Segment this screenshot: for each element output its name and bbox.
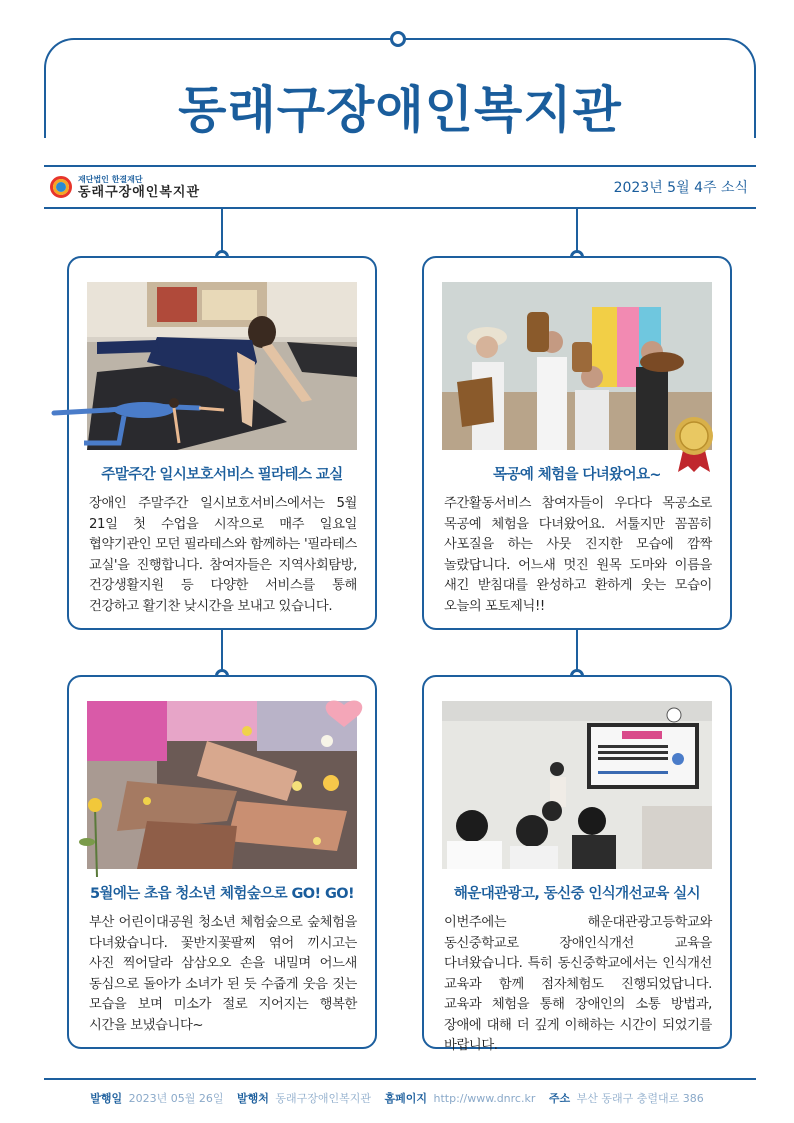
card-title: 해운대관광고, 동신중 인식개선교육 실시 — [453, 886, 701, 902]
flower-decoration-icon — [77, 787, 117, 877]
logo-name: 동래구장애인복지관 — [78, 184, 201, 200]
header-ring-ornament — [390, 31, 406, 47]
footer-homepage-label: 홈페이지 — [384, 1092, 428, 1105]
card-body: 장애인 주말주간 일시보호서비스에서는 5월 21일 첫 수업을 시작으로 매주 일요일 협약기관인 모던 필라테스와 함께하는 '필라테스 교실'을 진행합니다. 참여자들은 지역사회탐방, 건강생활지원 등 다양한 서비스를 통해 건강하고 활기찬 낮시간을 보내고 있습니다. — [89, 496, 357, 614]
footer-publisher-label: 발행처 — [236, 1092, 269, 1105]
footer-address: 부산 동래구 충렬대로 386 — [576, 1092, 704, 1105]
card-body: 이번주에는 해운대관광고등학교와 동신중학교로 장애인식개선 교육을 다녀왔습니다. 특히 동신중학교에서는 인식개선 교육과 함께 점자체험도 진행되었답니다. 교육과 체험을 통해 장애인의 소통 방법과, 장애에 대해 더 깊게 이해하는 시간이 되었기를 바랍니다. — [444, 915, 712, 1053]
footer-info — [0, 1090, 794, 1106]
divider-header-bottom — [44, 207, 756, 209]
news-card-awareness — [422, 675, 732, 1053]
org-logo — [50, 172, 200, 202]
page-title: 동래구장애인복지관 — [178, 81, 622, 139]
org-logo-icon — [50, 176, 72, 198]
card-title: 목공예 체험을 다녀왔어요~ — [493, 467, 661, 483]
flower-decoration-icon — [309, 695, 379, 795]
logo-subtitle: 재단법인 한결재단 — [78, 174, 143, 184]
card-body: 주간활동서비스 참여자들이 우다다 목공소로 목공예 체험을 다녀왔어요. 서툴지만 꼼꼼히 사포질을 하는 사뭇 진지한 모습에 깜짝 놀랐답니다. 어느새 멋진 원목 도마와 이름을 새긴 받침대를 완성하고 환하게 웃는 모습이 오늘의 포토제닉!! — [444, 496, 712, 614]
card-title: 주말주간 일시보호서비스 필라테스 교실 — [101, 467, 343, 483]
divider-top — [44, 165, 756, 167]
footer-homepage-link[interactable]: http://www.dnrc.kr — [433, 1092, 536, 1105]
divider-footer — [44, 1078, 756, 1080]
footer-date: 2023년 05월 26일 — [128, 1092, 224, 1105]
news-card-pilates — [67, 256, 377, 630]
footer-date-label: 발행일 — [90, 1092, 123, 1105]
photo-classroom — [442, 701, 712, 869]
news-card-woodcraft — [422, 256, 732, 630]
pilates-illustration-icon — [49, 388, 229, 458]
card-title: 5월에는 초읍 청소년 체험숲으로 GO! GO! — [89, 886, 355, 902]
card-body: 부산 어린이대공원 청소년 체험숲으로 숲체험을 다녀왔습니다. 꽃반지꽃팔찌 엮어 끼시고는 사진 찍어달라 삼삼오오 손을 내밀며 어느새 동심으로 돌아가 소녀가 된 듯 수줍게 웃음 짓는 모습을 보며 미소가 절로 지어지는 행복한 시간을 보냈습니다~ — [89, 915, 357, 1033]
footer-address-label: 주소 — [548, 1092, 571, 1105]
issue-date: 2023년 5월 4주 소식 — [613, 180, 748, 196]
news-card-forest — [67, 675, 377, 1049]
footer-publisher: 동래구장애인복지관 — [275, 1092, 371, 1105]
